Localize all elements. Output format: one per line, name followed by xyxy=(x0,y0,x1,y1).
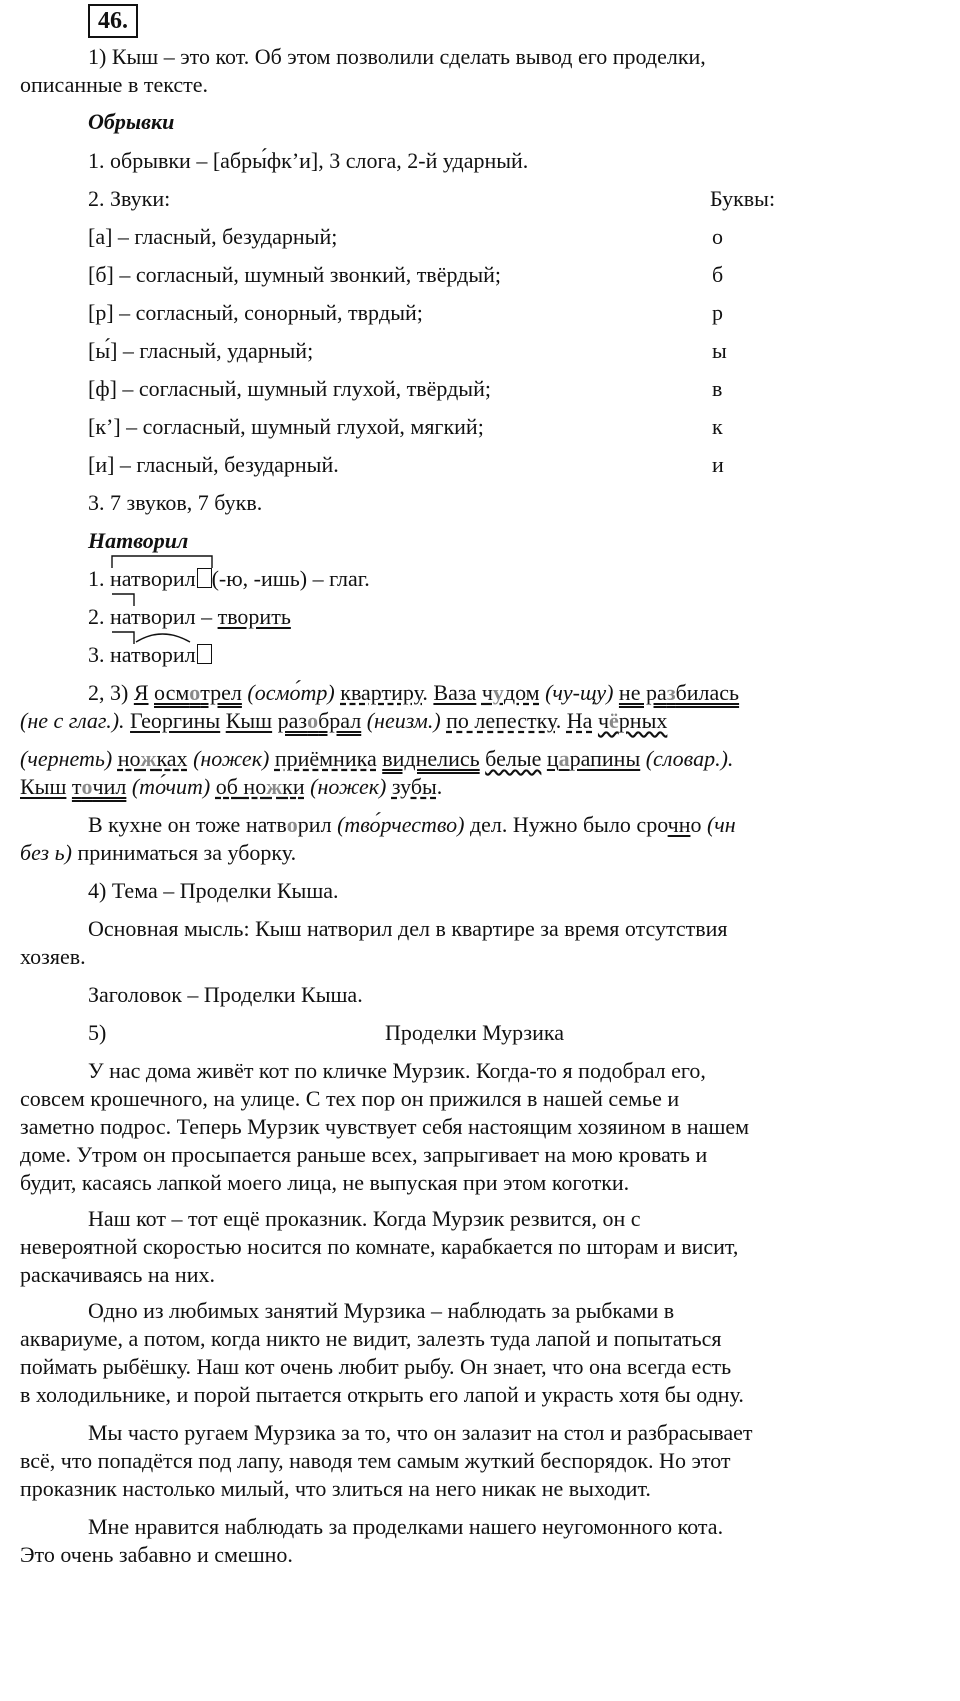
word-2-line-3 xyxy=(88,642,212,668)
text: дел. Нужно было сро xyxy=(464,812,668,837)
hint: (чу-щу) xyxy=(545,680,614,705)
ending-box xyxy=(197,568,212,588)
sentence-line-3 xyxy=(20,746,733,772)
text: но xyxy=(117,746,141,771)
adverbial: по лепестку xyxy=(446,708,556,733)
text: об xyxy=(215,774,238,799)
highlight-letter: о xyxy=(81,774,93,799)
sounds-header: 2. Звуки: xyxy=(88,186,171,211)
text: ках xyxy=(156,746,188,771)
predicate: виднелись xyxy=(382,746,480,771)
text: рных xyxy=(618,708,668,733)
letter-cell: и xyxy=(712,452,724,477)
text: ц xyxy=(546,746,559,771)
highlight-letter: ж xyxy=(140,746,157,771)
sound-row: [а] – гласный, безударный; xyxy=(88,224,338,249)
essay-line: всё, что попадётся под лапу, наводя тем самым жуткий беспорядок. Но этот xyxy=(20,1448,731,1473)
word-tvorit: творить xyxy=(217,604,291,629)
sound-row: [ы́] – гласный, ударный; xyxy=(88,338,314,363)
letter-cell: к xyxy=(712,414,723,439)
sentence-line-2 xyxy=(20,708,667,734)
exercise-number: 46. xyxy=(88,4,138,38)
essay-line: Наш кот – тот ещё проказник. Когда Мурзик резвится, он с xyxy=(88,1206,641,1231)
morph-word xyxy=(110,566,196,592)
text: ки xyxy=(282,774,305,799)
ending-box xyxy=(197,644,212,664)
letters-header: Буквы: xyxy=(710,186,776,211)
word-2-title: Натворил xyxy=(88,528,189,553)
list-num: 2. xyxy=(88,604,110,629)
answer-num: 2, 3) xyxy=(88,680,134,705)
essay-line: проказник настолько милый, что злиться на него никак не выходит. xyxy=(20,1476,651,1501)
essay-line: раскачиваясь на них. xyxy=(20,1262,215,1287)
essay-line: совсем крошечного, на улице. С тех пор он прижился в нашей семье и xyxy=(20,1086,680,1111)
essay-line: Это очень забавно и смешно. xyxy=(20,1542,293,1567)
kitchen-line-1 xyxy=(88,812,736,838)
subject xyxy=(547,746,640,771)
attribute xyxy=(598,708,667,733)
highlight-letters: чн xyxy=(667,812,691,837)
word-1-title: Обрывки xyxy=(88,109,175,134)
essay-title: Проделки Мурзика xyxy=(385,1020,565,1045)
kitchen-line-2 xyxy=(20,840,296,866)
morph-marks xyxy=(110,554,220,568)
text: чил xyxy=(92,774,127,799)
letter-cell: о xyxy=(712,224,723,249)
word-2-line-2 xyxy=(88,604,291,630)
attribute: белые xyxy=(485,746,542,771)
answer-1-line-2: описанные в тексте. xyxy=(20,72,208,97)
hint: (неизм.) xyxy=(366,708,441,733)
sound-row: [р] – согласный, сонорный, твpдый; xyxy=(88,300,423,325)
word-1-count: 3. 7 звуков, 7 букв. xyxy=(88,490,263,515)
hint: (осмо́тр) xyxy=(247,680,335,705)
essay-line: доме. Утром он просыпается раньше всех, запрыгивает на мою кровать и xyxy=(20,1142,708,1167)
highlight-letter: у xyxy=(492,680,504,705)
subject: Ваза xyxy=(433,680,477,705)
highlight-letter: а xyxy=(558,746,570,771)
adverbial xyxy=(482,680,540,705)
highlight-letter: з xyxy=(666,680,676,705)
sound-row: [к’] – согласный, шумный глухой, мягкий; xyxy=(88,414,484,439)
sentence-line-4 xyxy=(20,774,442,800)
word-forms: (-ю, -ишь) – глаг. xyxy=(211,566,370,591)
essay-line: в холодильнике, и порой пытается открыть его лапой и украсть хотя бы одну. xyxy=(20,1382,744,1407)
hint: (то́чит) xyxy=(131,774,211,799)
hint: (ножек) xyxy=(310,774,387,799)
morph-marks xyxy=(110,592,220,606)
text: В кухне он тоже натв xyxy=(88,812,287,837)
text: приниматься за уборку. xyxy=(71,840,297,865)
hint: (словар.). xyxy=(645,746,734,771)
essay-line: Одно из любимых занятий Мурзика – наблюдать за рыбками в xyxy=(88,1298,675,1323)
essay-number: 5) xyxy=(88,1020,107,1045)
adverbial: На xyxy=(566,708,593,733)
predicate xyxy=(72,774,126,799)
sound-row: [ф] – согласный, шумный глухой, твёрдый; xyxy=(88,376,491,401)
adverbial xyxy=(216,774,305,799)
object: зубы xyxy=(391,774,437,799)
highlight-letter: о xyxy=(286,812,298,837)
morph-word xyxy=(110,642,196,668)
list-num: 1. xyxy=(88,566,110,591)
word-natvoril: натворил xyxy=(110,642,196,667)
heading-line: Заголовок – Проделки Кыша. xyxy=(88,982,363,1007)
hint: без ь) xyxy=(20,840,72,865)
text: раз xyxy=(277,708,308,733)
text: билась xyxy=(675,680,740,705)
word-natvoril: натворил xyxy=(110,566,196,591)
predicate xyxy=(278,708,362,733)
punct: . xyxy=(422,680,428,705)
predicate xyxy=(619,680,739,705)
sound-row: [и] – гласный, безударный. xyxy=(88,452,339,477)
essay-line: поймать рыбёшку. Наш кот очень любит рыбу. Он знает, что она всегда есть xyxy=(20,1354,732,1379)
theme-line: 4) Тема – Проделки Кыша. xyxy=(88,878,339,903)
subject: Кыш xyxy=(225,708,273,733)
hint: (чернеть) xyxy=(20,746,113,771)
essay-line: У нас дома живёт кот по кличке Мурзик. Когда-то я подобрал его, xyxy=(88,1058,706,1083)
text: не ра xyxy=(618,680,667,705)
sound-row: [б] – согласный, шумный звонкий, твёрдый; xyxy=(88,262,502,287)
text: осм xyxy=(154,680,190,705)
letter-cell: ы xyxy=(712,338,727,363)
main-idea-line-1: Основная мысль: Кыш натворил дел в квартире за время отсутствия xyxy=(88,916,728,941)
essay-line: Мне нравится наблюдать за проделками нашего неугомонного кота. xyxy=(88,1514,724,1539)
dash: – xyxy=(195,604,218,629)
highlight-letter: ж xyxy=(266,774,283,799)
text: рапины xyxy=(569,746,641,771)
object: приёмника xyxy=(274,746,377,771)
word-2-line-1 xyxy=(88,566,370,592)
text: трел xyxy=(200,680,242,705)
text: ч xyxy=(597,708,610,733)
sentence-line-1 xyxy=(88,680,739,706)
morph-word xyxy=(110,604,196,630)
highlight-letter: ё xyxy=(609,708,619,733)
text: но xyxy=(243,774,267,799)
text: брал xyxy=(318,708,362,733)
text: дом xyxy=(503,680,540,705)
hint: (не с глаг.). xyxy=(20,708,125,733)
letter-cell: р xyxy=(712,300,723,325)
word-1-transcription: 1. обрывки – [абры́фк’и], 3 слога, 2-й ударный. xyxy=(88,148,529,173)
predicate xyxy=(154,680,242,705)
main-idea-line-2: хозяев. xyxy=(20,944,86,969)
essay-line: Мы часто ругаем Мурзика за то, что он залазит на стол и разбрасывает xyxy=(88,1420,753,1445)
text: т xyxy=(71,774,82,799)
text: ч xyxy=(481,680,493,705)
letter-cell: б xyxy=(712,262,724,287)
essay-line: невероятной скоростью носится по комнате, карабкается по шторам и висит, xyxy=(20,1234,739,1259)
highlight-letter: о xyxy=(307,708,319,733)
hint: (тво́рчество) xyxy=(337,812,465,837)
morph-marks xyxy=(110,630,220,644)
essay-line: заметно подрос. Теперь Мурзик чувствует себя настоящим хозяином в нашем xyxy=(20,1114,750,1139)
text: о xyxy=(690,812,702,837)
adverbial xyxy=(118,746,188,771)
hint: (чн xyxy=(706,812,736,837)
answer-1-line-1: 1) Кыш – это кот. Об этом позволили сделать вывод его проделки, xyxy=(88,44,706,69)
essay-line: аквариуме, а потом, когда никто не видит, залезть туда лапой и попытаться xyxy=(20,1326,722,1351)
highlight-letter: о xyxy=(189,680,201,705)
word-natvoril: натворил xyxy=(110,604,196,629)
hint: (ножек) xyxy=(193,746,270,771)
essay-line: будит, касаясь лапкой моего лица, не выпуская при этом коготки. xyxy=(20,1170,630,1195)
punct: . xyxy=(555,708,562,733)
list-num: 3. xyxy=(88,642,110,667)
letter-cell: в xyxy=(712,376,723,401)
text: рил xyxy=(297,812,332,837)
subject: Я xyxy=(133,680,149,705)
object: Георгины xyxy=(130,708,221,733)
punct: . xyxy=(436,774,443,799)
subject: Кыш xyxy=(20,774,67,799)
object: квартиру xyxy=(340,680,423,705)
